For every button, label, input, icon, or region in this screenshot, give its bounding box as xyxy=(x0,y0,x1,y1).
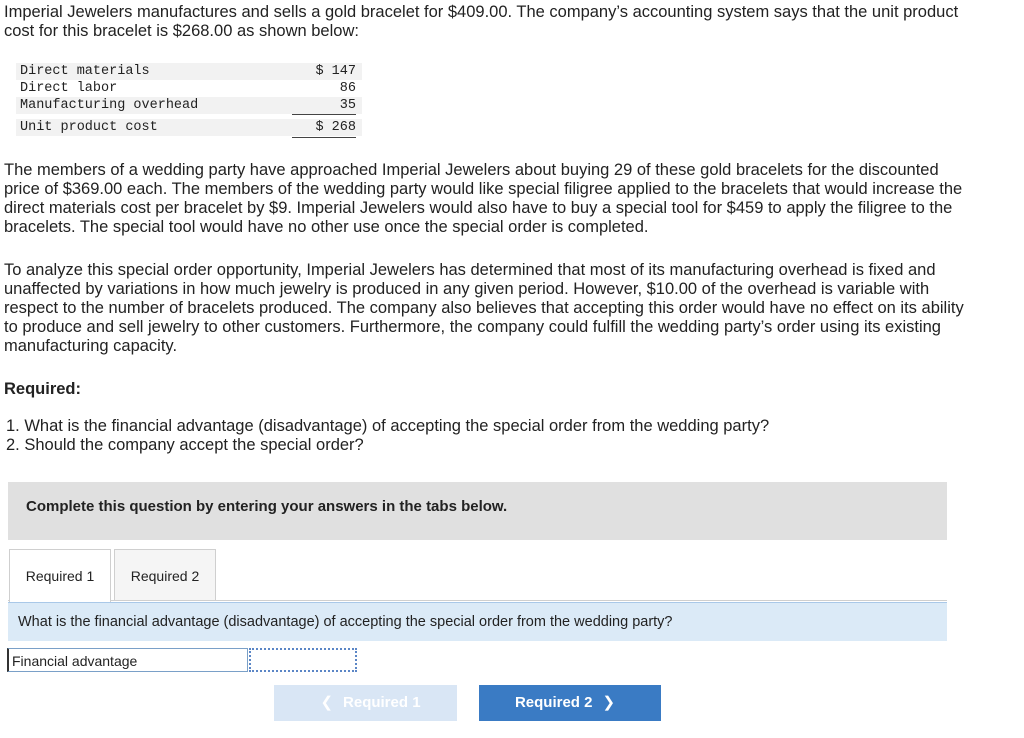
para1-line-2: price of $369.00 each. The members of the wedding party would like special filigree applied to the bracelets that would increase the xyxy=(4,180,963,198)
cost-value-direct-materials: $ 147 xyxy=(315,64,356,79)
cost-label-direct-labor: Direct labor xyxy=(20,81,118,96)
para1-line-1: The members of a wedding party have approached Imperial Jewelers about buying 29 of these gold bracelets for the discounted xyxy=(4,161,939,179)
table-row xyxy=(16,80,362,97)
instructions-banner xyxy=(8,482,947,540)
para1-line-4: bracelets. The special tool would have no other use once the special order is completed. xyxy=(4,218,649,236)
intro-line-1: Imperial Jewelers manufactures and sells a gold bracelet for $409.00. The company’s accounting system says that the unit product xyxy=(4,3,959,21)
tab-required-2[interactable] xyxy=(114,549,216,601)
cost-label-manufacturing-overhead: Manufacturing overhead xyxy=(20,98,199,113)
financial-advantage-input[interactable] xyxy=(249,648,357,672)
para2-line-2: unaffected by variations in how much jewelry is produced in any given period. However, $10.00 of the overhead is variable with xyxy=(4,280,930,298)
cost-value-manufacturing-overhead: 35 xyxy=(339,98,356,113)
subtotal-rule xyxy=(292,114,356,115)
para1-line-3: direct materials cost per bracelet by $9. Imperial Jewelers would also have to buy a special tool for $459 to apply the filigree to the xyxy=(4,199,953,217)
question-prompt-text: What is the financial advantage (disadvantage) of accepting the special order from the wedding party? xyxy=(18,614,673,630)
required-question-1: 1. What is the financial advantage (disadvantage) of accepting the special order from the wedding party? xyxy=(6,417,770,435)
previous-button-label: Required 1 xyxy=(343,694,421,711)
para2-line-1: To analyze this special order opportunity, Imperial Jewelers has determined that most of its manufacturing overhead is fixed and xyxy=(4,261,936,279)
chevron-right-icon: ❯ xyxy=(602,694,616,711)
cost-value-unit-product-cost: $ 268 xyxy=(315,120,356,135)
next-button-label: Required 2 xyxy=(514,694,593,711)
cost-label-unit-product-cost: Unit product cost xyxy=(20,120,158,135)
tab-label: Required 2 xyxy=(130,568,200,584)
question-prompt-banner xyxy=(8,602,947,641)
table-row xyxy=(16,63,362,80)
tab-label: Required 1 xyxy=(25,568,95,584)
para2-line-3: respect to the number of bracelets produced. The company also believes that accepting this order would have no effect on its ability xyxy=(4,299,964,317)
next-required-button[interactable] xyxy=(479,685,661,721)
required-question-2: 2. Should the company accept the special order? xyxy=(6,436,364,454)
para2-line-4: to produce and sell jewelry to other customers. Furthermore, the company could fulfill the wedding party’s order using its existing xyxy=(4,318,941,336)
cost-value-direct-labor: 86 xyxy=(339,81,356,96)
instructions-text: Complete this question by entering your answers in the tabs below. xyxy=(26,498,508,515)
total-rule xyxy=(292,137,356,138)
chevron-left-icon: ❮ xyxy=(320,694,334,711)
table-row xyxy=(16,97,362,114)
intro-line-2: cost for this bracelet is $268.00 as shown below: xyxy=(4,22,359,40)
cost-label-direct-materials: Direct materials xyxy=(20,64,150,79)
required-heading: Required: xyxy=(4,380,82,398)
para2-line-5: manufacturing capacity. xyxy=(4,337,178,355)
tab-required-1[interactable] xyxy=(9,549,111,603)
financial-advantage-label: Financial advantage xyxy=(7,648,248,672)
previous-required-button xyxy=(274,685,457,721)
table-row xyxy=(16,119,362,136)
